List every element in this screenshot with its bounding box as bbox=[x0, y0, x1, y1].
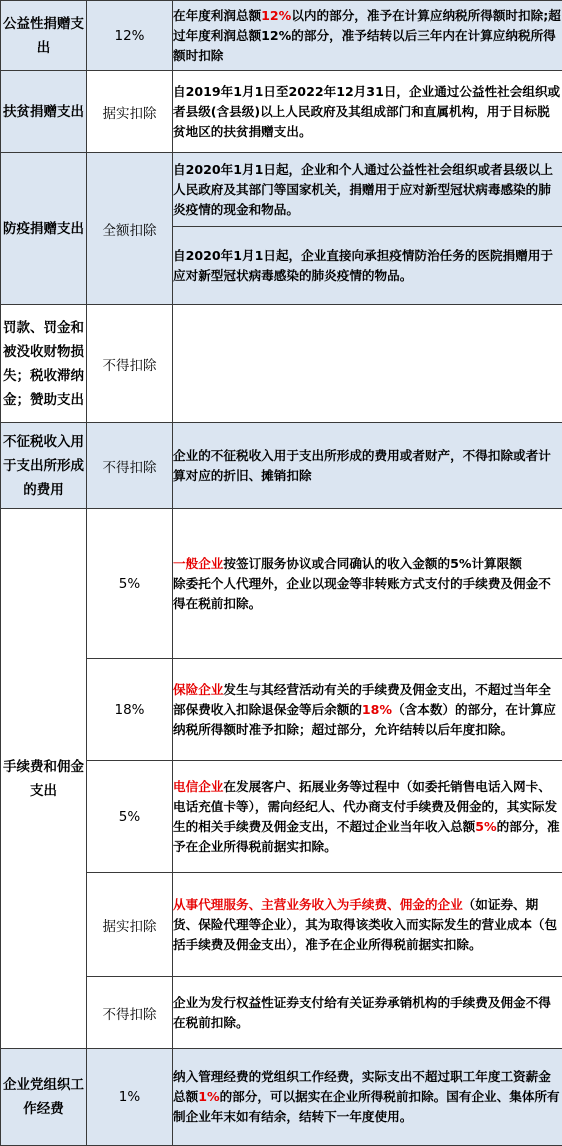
desc-text: 在年度利润总额 bbox=[173, 8, 261, 23]
desc-highlight: 电信企业 bbox=[173, 779, 223, 794]
table-row-non-taxable bbox=[1, 423, 562, 509]
desc-text: 以内的部分，准予在计算应纳税所得额时扣除;超过年度利润总额12%的部分，准予结转以后三年内在计算应纳税所得额时扣除 bbox=[173, 8, 561, 63]
desc-highlight: 从事代理服务、主营业务收入为手续费、佣金的企业 bbox=[173, 897, 463, 912]
desc-commission-telecom bbox=[173, 761, 562, 873]
desc-text: 纳入管理经费的党组织工作经费，实际支出不超过职工年度工资薪金总额 bbox=[173, 1069, 551, 1104]
rate-fines: 不得扣除 bbox=[87, 305, 173, 423]
desc-text: 发生与其经营活动有关的手续费及佣金支出，不超过当年全部保费收入扣除退保金等后余额的 bbox=[173, 682, 551, 717]
desc-text: （含本数）的部分，在计算应纳税所得额时准予扣除；超过部分，允许结转以后年度扣除。 bbox=[173, 702, 556, 737]
rate-commission-securities: 不得扣除 bbox=[87, 977, 173, 1049]
rate-epidemic-donation: 全额扣除 bbox=[87, 153, 173, 305]
rate-non-taxable-income: 不得扣除 bbox=[87, 423, 173, 509]
desc-highlight: 5% bbox=[475, 819, 496, 834]
desc-line: 除委托个人代理外，企业以现金等非转账方式支付的手续费及佣金不得在税前扣除。 bbox=[173, 574, 562, 614]
rate-party-funds: 1% bbox=[87, 1049, 173, 1146]
item-party-funds: 企业党组织工作经费 bbox=[1, 1049, 87, 1146]
desc-commission-agency bbox=[173, 873, 562, 977]
desc-charity-donation bbox=[173, 1, 562, 71]
desc-poverty-donation: 自2019年1月1日至2022年12月31日，企业通过公益性社会组织或者县级(含县级)以上人民政府及其组成部门和直属机构，用于目标脱贫地区的扶贫捐赠支出。 bbox=[173, 71, 562, 153]
desc-highlight: 12% bbox=[261, 8, 291, 23]
desc-commission-securities: 企业为发行权益性证券支付给有关证券承销机构的手续费及佣金不得在税前扣除。 bbox=[173, 977, 562, 1049]
item-non-taxable-income: 不征税收入用于支出所形成的费用 bbox=[1, 423, 87, 509]
rate-poverty-donation: 据实扣除 bbox=[87, 71, 173, 153]
desc-highlight: 一般企业 bbox=[173, 556, 223, 571]
desc-highlight: 保险企业 bbox=[173, 682, 223, 697]
rate-commission-general: 5% bbox=[87, 509, 173, 659]
desc-party-funds bbox=[173, 1049, 562, 1146]
desc-fines bbox=[173, 305, 562, 423]
desc-highlight: 1% bbox=[198, 1089, 219, 1104]
desc-non-taxable-income: 企业的不征税收入用于支出所形成的费用或者财产，不得扣除或者计算对应的折旧、摊销扣除 bbox=[173, 423, 562, 509]
table-row-commission-1 bbox=[1, 509, 562, 659]
desc-epidemic-donation-2: 自2020年1月1日起，企业直接向承担疫情防治任务的医院捐赠用于应对新型冠状病毒感染的肺炎疫情的物品。 bbox=[173, 227, 562, 305]
desc-text: 按签订服务协议或合同确认的收入金额的5%计算限额 bbox=[223, 556, 521, 571]
desc-epidemic-donation-1: 自2020年1月1日起，企业和个人通过公益性社会组织或者县级以上人民政府及其部门等国家机关，捐赠用于应对新型冠状病毒感染的肺炎疫情的现金和物品。 bbox=[173, 153, 562, 227]
item-epidemic-donation: 防疫捐赠支出 bbox=[1, 153, 87, 305]
table-row-fines bbox=[1, 305, 562, 423]
desc-line bbox=[173, 554, 562, 574]
table-row-charity bbox=[1, 1, 562, 71]
desc-text: 在发展客户、拓展业务等过程中（如委托销售电话入网卡、电话充值卡等），需向经纪人、代办商支付手续费及佣金的，其实际发生的相关手续费及佣金支出，不超过企业当年收入总额 bbox=[173, 779, 557, 834]
rate-commission-agency: 据实扣除 bbox=[87, 873, 173, 977]
item-charity-donation: 公益性捐赠支出 bbox=[1, 1, 87, 71]
desc-highlight: 18% bbox=[362, 702, 392, 717]
table-row-epidemic bbox=[1, 153, 562, 227]
rate-commission-insurance: 18% bbox=[87, 659, 173, 761]
table-row-poverty bbox=[1, 71, 562, 153]
desc-text: 的部分，可以据实在企业所得税前扣除。国有企业、集体所有制企业年末如有结余，结转下一年度使用。 bbox=[173, 1089, 560, 1124]
rate-charity-donation: 12% bbox=[87, 1, 173, 71]
item-poverty-donation: 扶贫捐赠支出 bbox=[1, 71, 87, 153]
desc-commission-insurance bbox=[173, 659, 562, 761]
desc-commission-general bbox=[173, 509, 562, 659]
table-row-party bbox=[1, 1049, 562, 1146]
item-fines: 罚款、罚金和被没收财物损失；税收滞纳金；赞助支出 bbox=[1, 305, 87, 423]
desc-text: （如证券、期货、保险代理等企业），其为取得该类收入而实际发生的营业成本（包括手续费及佣金支出），准予在企业所得税前据实扣除。 bbox=[173, 897, 557, 952]
desc-text: 的部分，准予在企业所得税前据实扣除。 bbox=[173, 819, 560, 854]
rate-commission-telecom: 5% bbox=[87, 761, 173, 873]
item-commission: 手续费和佣金支出 bbox=[1, 509, 87, 1049]
